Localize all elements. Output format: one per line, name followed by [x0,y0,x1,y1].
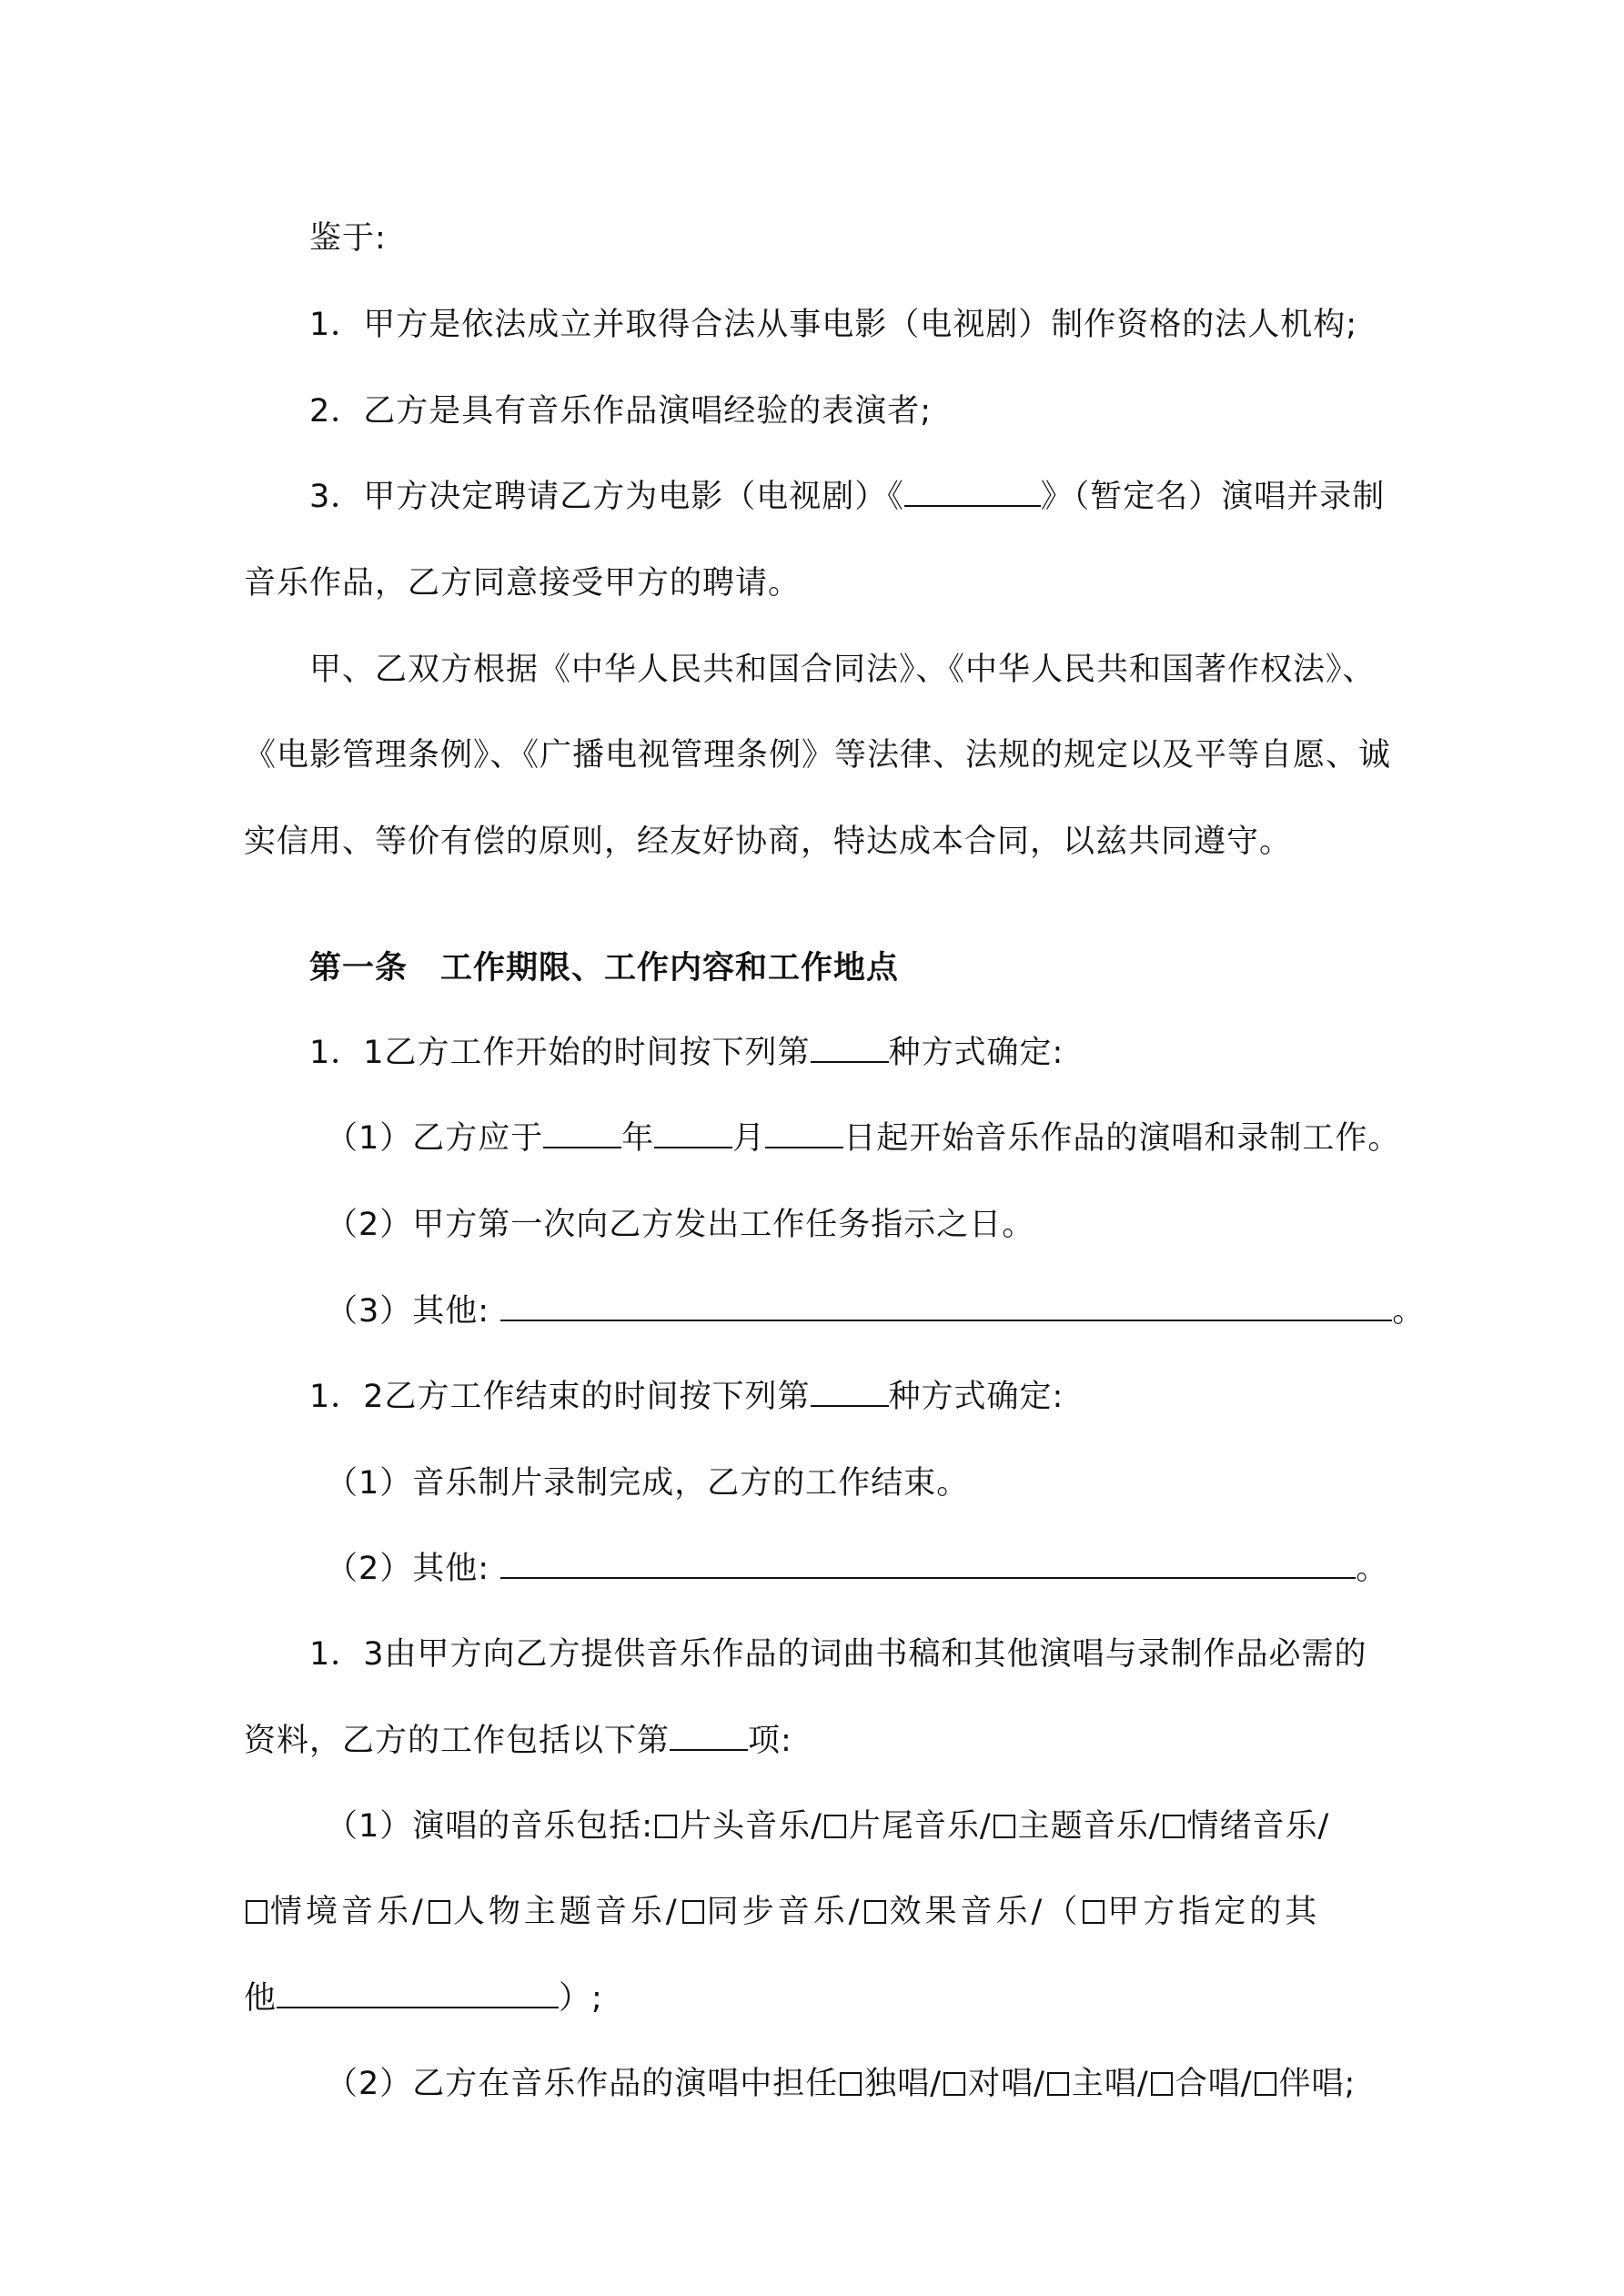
clause-1-3-option-1-line-2: 情境音乐/ 人物主题音乐/ 同步音乐/ 效果音乐/（ 甲方指定的其 [0,1890,1624,1934]
checkbox-scene-music[interactable] [246,1900,267,1924]
clause-1-3-line-1: 1．3由甲方向乙方提供音乐作品的词曲书稿和其他演唱与录制作品必需的 [309,1636,1367,1673]
clause-1-2-other-blank [500,1548,1356,1579]
clause-1-1-option-2: （2）甲方第一次向乙方发出工作任务指示之日。 [326,1207,1035,1243]
clause-1-2-option-1: （1）音乐制片录制完成，乙方的工作结束。 [326,1465,970,1502]
legal-basis-line-3: 实信用、等价有偿的原则，经友好协商，特达成本合同，以兹共同遵守。 [244,824,1293,860]
start-month-blank [654,1118,732,1148]
clause-1-2: 1．2乙方工作结束的时间按下列第 种方式确定: [0,1375,1624,1419]
checkbox-duet[interactable] [943,2072,965,2096]
clause-1-2-option-2: （2）其他: 。 [0,1547,1624,1591]
clause-1-3-items-blank [670,1720,748,1751]
clause-1-3-option-1-line-3: 他 ）; [0,1977,1624,2020]
checkbox-character-theme-music[interactable] [429,1900,450,1924]
clause-1-3-option-1-line-1: （1）演唱的音乐包括: 片头音乐/ 片尾音乐/ 主题音乐/ 情绪音乐/ [326,1808,1330,1845]
checkbox-solo[interactable] [840,2072,862,2096]
article-1-heading: 第一条 工作期限、工作内容和工作地点 [309,950,900,986]
clause-1-1-other-blank [500,1290,1392,1321]
start-day-blank [765,1118,843,1148]
checkbox-ending-music[interactable] [824,1815,846,1838]
preamble-intro: 鉴于: [309,220,387,257]
clause-1-1-choice-blank [811,1032,889,1063]
clause-1-1: 1．1乙方工作开始的时间按下列第 种方式确定: [0,1031,1624,1075]
start-year-blank [543,1118,621,1148]
clause-1-1-option-1: （1）乙方应于 年 月 日起开始音乐作品的演唱和录制工作。 [0,1117,1624,1160]
clause-1-3-line-2: 资料，乙方的工作包括以下第 项: [0,1719,1624,1763]
preamble-item-1: 1．甲方是依法成立并取得合法从事电影（电视剧）制作资格的法人机构; [309,307,1358,343]
clause-1-1-option-3: （3）其他: 。 [0,1290,1624,1333]
checkbox-theme-music[interactable] [994,1815,1015,1838]
checkbox-chorus[interactable] [1151,2072,1173,2096]
checkbox-lead-vocal[interactable] [1047,2072,1069,2096]
checkbox-mood-music[interactable] [1163,1815,1185,1838]
checkbox-effect-music[interactable] [864,1900,886,1924]
legal-basis-line-2: 《电影管理条例》、《广播电视管理条例》等法律、法规的规定以及平等自愿、诚 [244,737,1392,774]
preamble-item-3-cont: 音乐作品，乙方同意接受甲方的聘请。 [244,565,802,602]
checkbox-backing-vocal[interactable] [1255,2072,1276,2096]
other-music-blank [277,1977,559,2008]
preamble-item-2: 2．乙方是具有音乐作品演唱经验的表演者; [309,393,933,430]
film-title-blank [904,476,1041,507]
legal-basis-line-1: 甲、乙双方根据《中华人民共和国合同法》、《中华人民共和国著作权法》、 [309,652,1376,688]
checkbox-sync-music[interactable] [682,1900,704,1924]
checkbox-opening-music[interactable] [655,1815,677,1838]
checkbox-other-music[interactable] [1083,1900,1105,1924]
clause-1-2-choice-blank [811,1376,889,1407]
preamble-item-3: 3．甲方决定聘请乙方为电影（电视剧）《 》（暂定名）演唱并录制 [0,475,1624,519]
clause-1-3-option-2: （2）乙方在音乐作品的演唱中担任 独唱/ 对唱/ 主唱/ 合唱/ 伴唱; [326,2066,1357,2102]
